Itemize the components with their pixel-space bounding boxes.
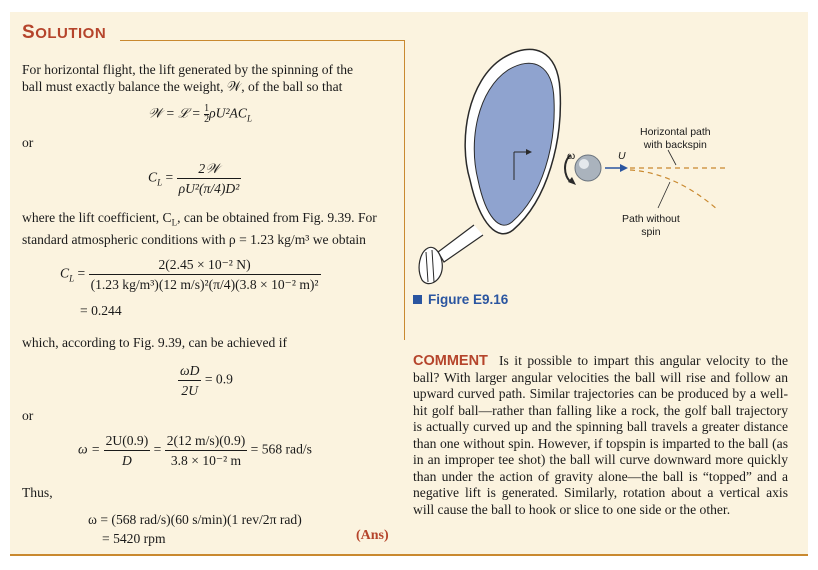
backspin-label: Horizontal path with backspin	[640, 126, 711, 151]
where-line-1: where the lift coefficient, $C_L$, can be obtained from Fig. 9.39. For	[22, 210, 377, 228]
velocity-arrow-icon	[620, 164, 628, 172]
ball-icon	[575, 155, 601, 181]
heading-rule	[120, 40, 405, 41]
lift-result: = 0.244	[80, 303, 122, 318]
equation-spin-ratio: $\frac{\omega D}{2U}$ = 0.9	[180, 363, 233, 398]
figure-caption: Figure E9.16	[413, 292, 508, 307]
figure-paddle-ball	[408, 30, 798, 290]
rpm-line-2: = 5420 rpm	[102, 531, 166, 546]
answer-marker: (Ans)	[356, 528, 389, 543]
equation-lift-coefficient: $C_L$ = $\frac{\text{2𝒲}}{\text{ρU²(π/4)D²}}$	[148, 161, 240, 196]
which-text: which, according to Fig. 9.39, can be achieved if	[22, 335, 287, 350]
or-text-1: or	[22, 135, 34, 150]
column-divider	[404, 40, 405, 340]
or-text-2: or	[22, 408, 34, 423]
paddle-icon	[419, 49, 560, 283]
comment-paragraph: COMMENT Is it possible to impart this angular velocity to the ball? With larger angular velocities the ball will rise and follow an upward curved path. Similar trajectories can be produced by a well-hit golf ball—rather than falling like a rock, the golf ball trajectory is actually curved up and the spinning ball travels a greater distance than one without spin. However, if topspin is imparted to the ball (as in an improper tee shot) the ball will curve downward more quickly than under the action of gravity alone—the ball is “topped” and a negative lift is generated. Similarly, rotation about a vertical axis will cause the ball to hook or slice to one side or the other.	[413, 353, 788, 517]
solution-heading: SOLUTION	[22, 22, 107, 43]
equation-angular-velocity: ω = $\frac{2U(0.9)}{D}$ = $\frac{2(12 m/s)(0.9)}{\text{3.8 × 10⁻² m}}$ = 568 rad/s	[78, 433, 312, 468]
caption-square-icon	[413, 295, 422, 304]
where-line-2: standard atmospheric conditions with ρ = 1.23 kg/m³ we obtain	[22, 232, 366, 247]
rpm-line-1: ω = (568 rad/s)(60 s/min)(1 rev/2π rad)	[88, 512, 302, 527]
u-label: U	[618, 150, 626, 162]
equation-lift-numeric: $C_L$ = $\frac{\text{2(2.45 × 10⁻² N)}}{\text{(1.23 kg/m³)(12 m/s)²(π/4)(3.8 × 10⁻² m)²}}$	[60, 257, 319, 292]
intro-line-1: For horizontal flight, the lift generated by the spinning of the	[22, 62, 354, 77]
omega-label: ω	[567, 150, 576, 162]
equation-weight-lift: 𝒲 = ℒ = $\frac{1}{2}$ $\rho U^2AC_L$	[148, 103, 252, 125]
intro-line-2: ball must exactly balance the weight, 𝒲, of the ball so that	[22, 79, 343, 94]
thus-text: Thus,	[22, 485, 53, 500]
nospin-label: Path without spin	[622, 213, 680, 238]
